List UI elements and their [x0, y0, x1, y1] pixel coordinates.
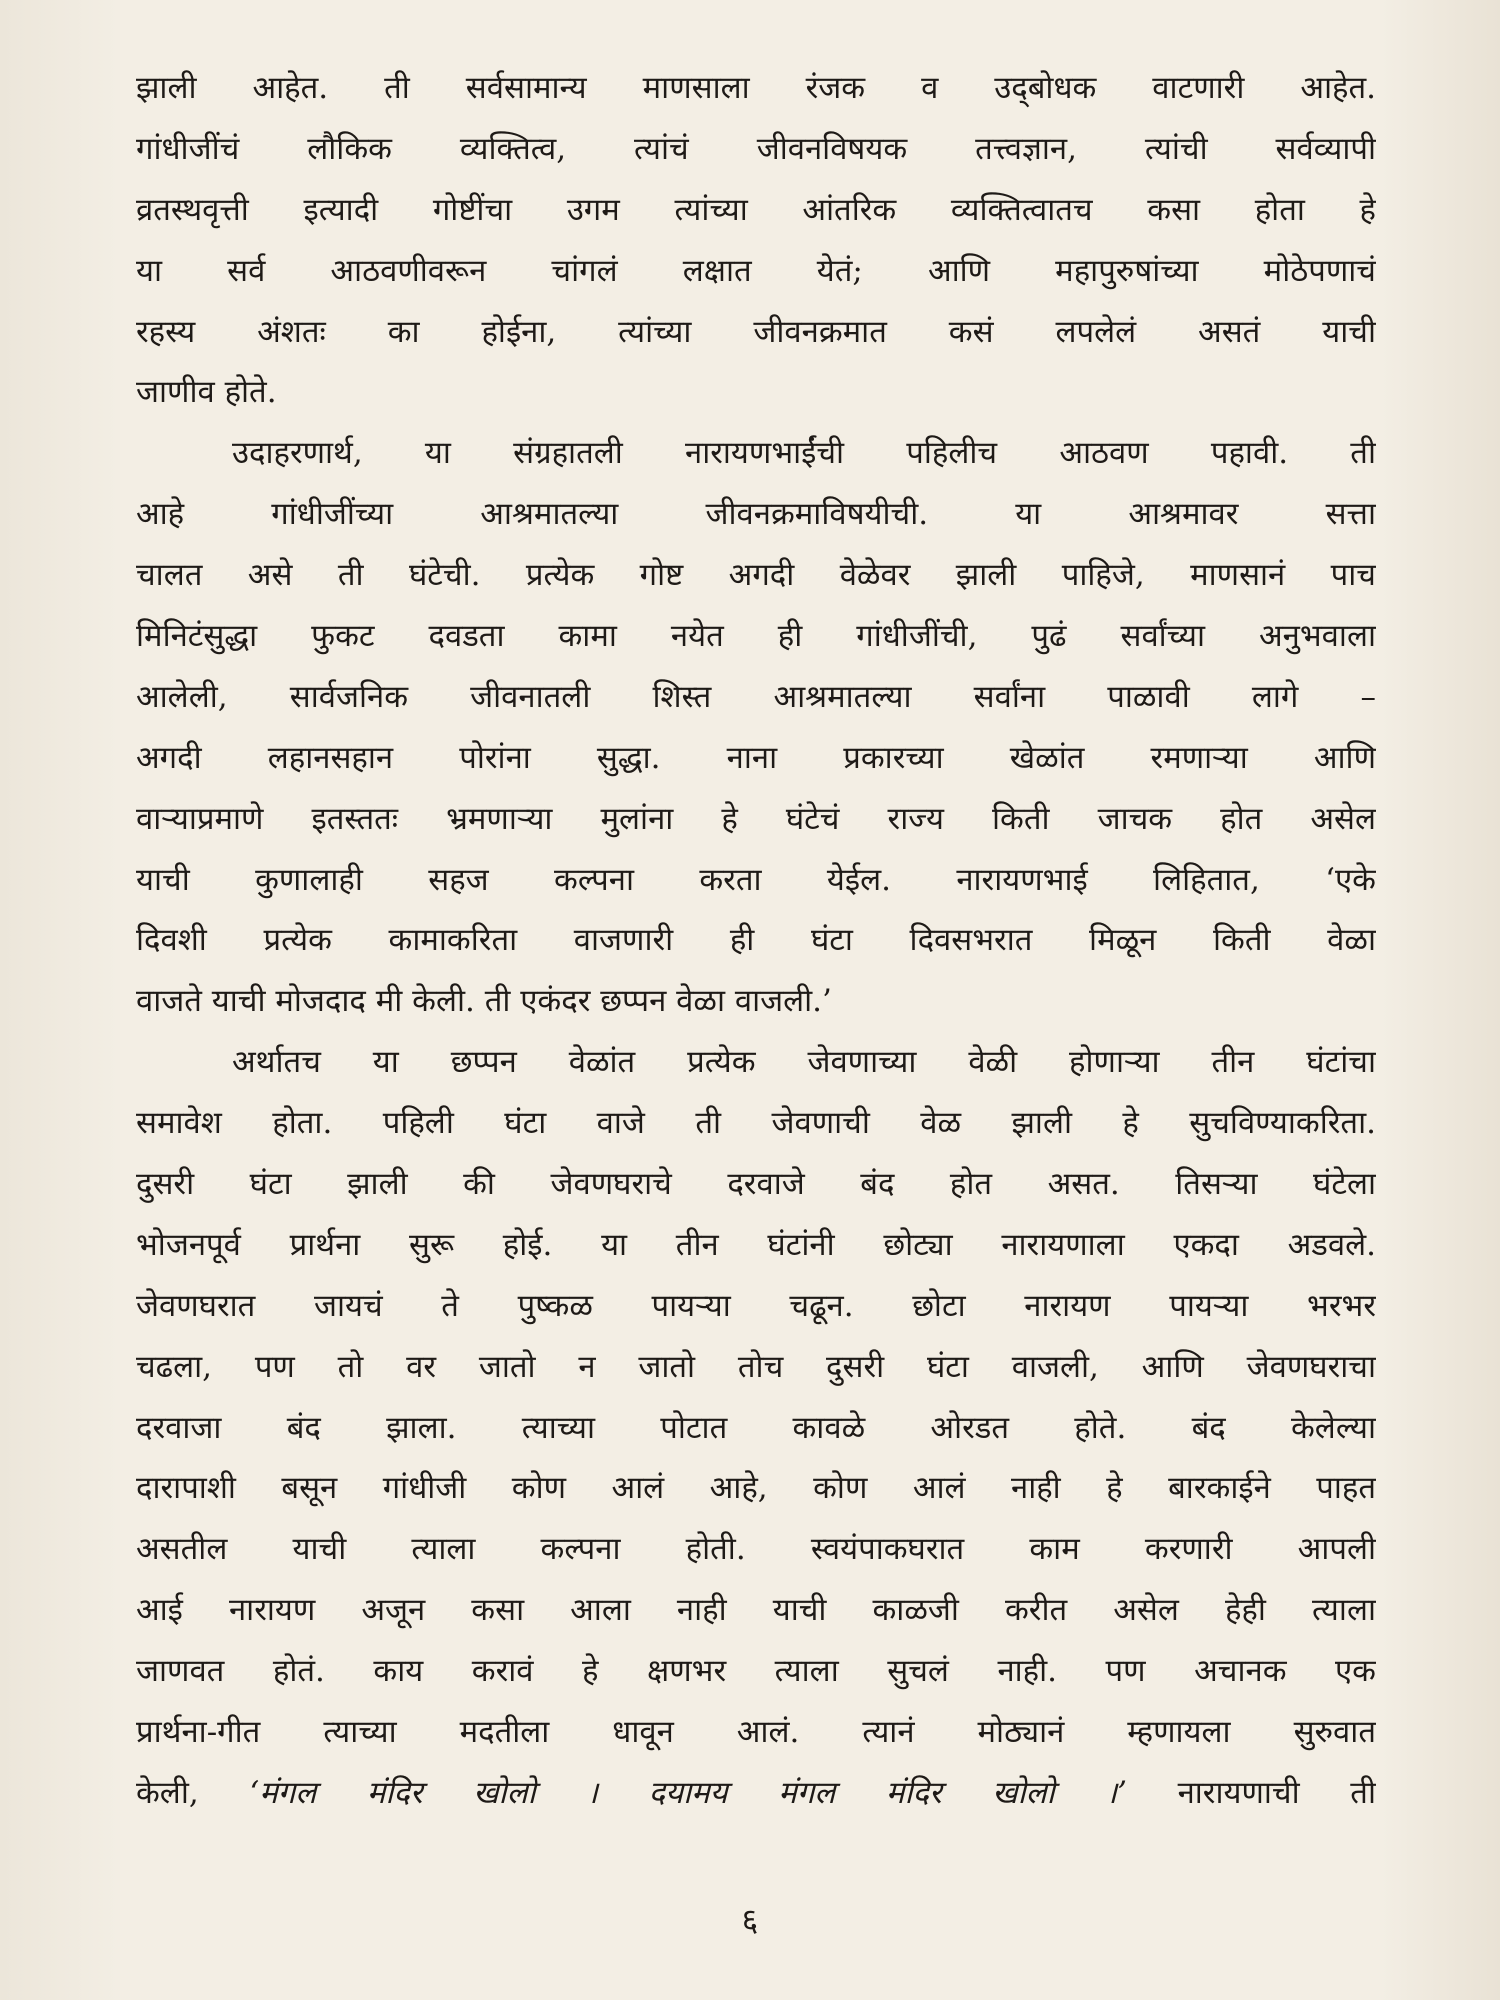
text-line: दारापाशी बसून गांधीजी कोण आलं आहे, कोण आलं नाही हे बारकाईने पाहत	[136, 1470, 1376, 1507]
text-line: प्रार्थना-गीत त्याच्या मदतीला धावून आलं. त्यानं मोठ्यानं म्हणायला सुरुवात	[136, 1714, 1376, 1751]
text-line: आहे गांधीजींच्या आश्रमातल्या जीवनक्रमाविषयीची. या आश्रमावर सत्ता	[136, 496, 1376, 533]
paragraph-3	[136, 1032, 1376, 1824]
paragraph-2	[136, 423, 1376, 1032]
text-line: व्रतस्थवृत्ती इत्यादी गोष्टींचा उगम त्यांच्या आंतरिक व्यक्तित्वातच कसा होता हे	[136, 191, 1376, 228]
text-line: झाली आहेत. ती सर्वसामान्य माणसाला रंजक व उद्‌बोधक वाटणारी आहेत.	[136, 70, 1376, 106]
final-line-start: केली,	[136, 1774, 250, 1811]
text-line: याची कुणालाही सहज कल्पना करता येईल. नारायणभाई लिहितात, ‘एके	[136, 861, 1376, 898]
body-text	[136, 58, 1376, 1824]
paragraph-1	[136, 58, 1376, 423]
text-line: वाजते याची मोजदाद मी केली. ती एकंदर छप्पन वेळा वाजली.’	[136, 983, 832, 1020]
text-line: जेवणघरात जायचं ते पुष्कळ पायऱ्या चढून. छोटा नारायण पायऱ्या भरभर	[136, 1287, 1376, 1324]
text-line: समावेश होता. पहिली घंटा वाजे ती जेवणाची वेळ झाली हे सुचविण्याकरिता.	[136, 1105, 1376, 1142]
prayer-song-quote: ‘मंगल मंदिर खोलो । दयामय मंगल मंदिर खोलो ।’	[249, 1774, 1127, 1811]
text-line: चालत असे ती घंटेची. प्रत्येक गोष्ट अगदी वेळेवर झाली पाहिजे, माणसानं पाच	[136, 557, 1376, 594]
text-line: उदाहरणार्थ, या संग्रहातली नारायणभाईंची पहिलीच आठवण पहावी. ती	[232, 435, 1376, 472]
text-line: रहस्य अंशतः का होईना, त्यांच्या जीवनक्रमात कसं लपलेलं असतं याची	[136, 313, 1376, 350]
page-number: ६	[741, 1901, 759, 1939]
text-line: अगदी लहानसहान पोरांना सुद्धा. नाना प्रकारच्या खेळांत रमणाऱ्या आणि	[136, 739, 1376, 776]
text-line: असतील याची त्याला कल्पना होती. स्वयंपाकघरात काम करणारी आपली	[136, 1531, 1376, 1568]
text-line: गांधीजींचं लौकिक व्यक्तित्व, त्यांचं जीवनविषयक तत्त्वज्ञान, त्यांची सर्वव्यापी	[136, 130, 1376, 167]
final-line-end: नारायणाची ती	[1126, 1774, 1376, 1811]
text-line: दुसरी घंटा झाली की जेवणघराचे दरवाजे बंद होत असत. तिसऱ्या घंटेला	[136, 1166, 1376, 1203]
text-line: मिनिटंसुद्धा फुकट दवडता कामा नयेत ही गांधीजींची, पुढं सर्वांच्या अनुभवाला	[136, 618, 1376, 655]
text-line: या सर्व आठवणीवरून चांगलं लक्षात येतं; आणि महापुरुषांच्या मोठेपणाचं	[136, 252, 1376, 289]
text-line: दिवशी प्रत्येक कामाकरिता वाजणारी ही घंटा दिवसभरात मिळून किती वेळा	[136, 922, 1376, 959]
text-line: दरवाजा बंद झाला. त्याच्या पोटात कावळे ओरडत होते. बंद केलेल्या	[136, 1409, 1376, 1446]
text-line: आई नारायण अजून कसा आला नाही याची काळजी करीत असेल हेही त्याला	[136, 1592, 1376, 1629]
text-line: आलेली, सार्वजनिक जीवनातली शिस्त आश्रमातल्या सर्वांना पाळावी लागे –	[136, 678, 1376, 715]
text-line: चढला, पण तो वर जातो न जातो तोच दुसरी घंटा वाजली, आणि जेवणघराचा	[136, 1348, 1376, 1385]
text-line: वाऱ्याप्रमाणे इतस्ततः भ्रमणाऱ्या मुलांना हे घंटेचं राज्य किती जाचक होत असेल	[136, 800, 1376, 837]
text-line: अर्थातच या छप्पन वेळांत प्रत्येक जेवणाच्या वेळी होणाऱ्या तीन घंटांचा	[232, 1044, 1376, 1081]
text-line: जाणीव होते.	[136, 374, 277, 411]
final-text-line	[136, 1763, 1376, 1824]
text-line: जाणवत होतं. काय करावं हे क्षणभर त्याला सुचलं नाही. पण अचानक एक	[136, 1653, 1376, 1690]
text-line: भोजनपूर्व प्रार्थना सुरू होई. या तीन घंटांनी छोट्या नारायणाला एकदा अडवले.	[136, 1226, 1376, 1263]
